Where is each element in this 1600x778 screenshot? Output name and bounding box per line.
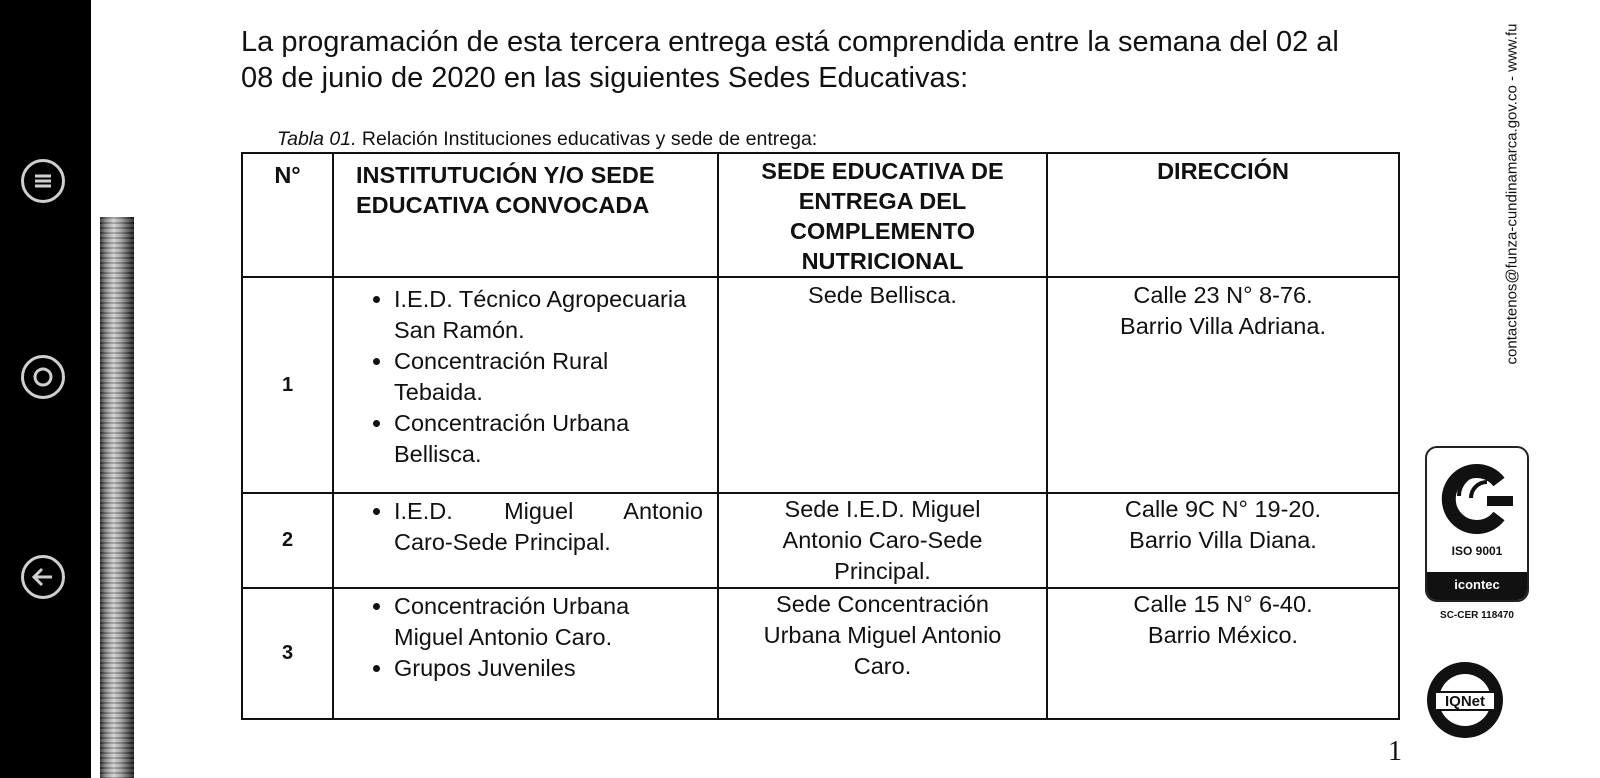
side-toolbar — [0, 0, 91, 778]
address-line-2: Barrio México. — [1147, 622, 1299, 648]
list-item: • I.E.D. Técnico Agropecuaria San Ramón. — [394, 284, 717, 346]
header-sede: SEDE EDUCATIVA DE ENTREGA DEL COMPLEMENTO NUTRICIONAL — [718, 153, 1047, 277]
address-line-1: Calle 9C N° 19-20. — [1124, 496, 1322, 522]
scan-edge-strip — [100, 217, 134, 778]
address-line-2: Barrio Villa Diana. — [1129, 527, 1317, 553]
institutions-table — [241, 152, 1400, 720]
list-item-word: I.E.D. — [394, 498, 453, 524]
header-num: N° — [242, 153, 333, 277]
icontec-bar: icontec — [1427, 572, 1527, 600]
intro-line-2: 08 de junio de 2020 en las siguientes Sedes Educativas: — [241, 62, 969, 94]
page-number: 1 — [1388, 736, 1402, 767]
list-item — [394, 496, 717, 558]
address-cell — [1047, 277, 1399, 493]
list-item-word: Miguel — [504, 498, 574, 524]
institution-list — [333, 588, 718, 719]
list-item-line-1 — [394, 496, 703, 527]
back-button[interactable] — [21, 555, 65, 599]
list-item-line-2: Caro-Sede Principal. — [394, 529, 611, 555]
table-row — [242, 277, 1399, 493]
institution-list — [333, 277, 718, 493]
table-header-row — [242, 153, 1399, 277]
header-institution: INSTITUTUCIÓN Y/O SEDE EDUCATIVA CONVOCADA — [333, 153, 718, 277]
iqnet-seal-icon — [1425, 660, 1505, 740]
address-line-2: Barrio Villa Adriana. — [1120, 313, 1326, 339]
sede-cell: Sede I.E.D. Miguel Antonio Caro-Sede Principal. — [718, 493, 1047, 588]
address-cell — [1047, 493, 1399, 588]
caption-text: Relación Instituciones educativas y sede de entrega: — [356, 128, 818, 150]
row-number: 1 — [242, 277, 333, 493]
side-contact-text — [1497, 0, 1527, 390]
header-address: DIRECCIÓN — [1047, 153, 1399, 277]
address-line-1: Calle 15 N° 6-40. — [1133, 591, 1313, 617]
icontec-logo-icon — [1427, 452, 1527, 544]
table-row — [242, 493, 1399, 588]
target-button[interactable] — [21, 355, 65, 399]
sede-cell: Sede Concentración Urbana Miguel Antonio Caro. — [718, 588, 1047, 719]
list-item-word: Antonio — [623, 498, 703, 524]
list-item: • Grupos Juveniles — [394, 653, 717, 684]
row-number: 2 — [242, 493, 333, 588]
list-item: • Concentración Rural Tebaida. — [394, 346, 717, 408]
iso-text: ISO 9001 — [1451, 544, 1503, 558]
intro-line-1: La programación de esta tercera entrega está comprendida entre la semana del 02 al — [241, 26, 1339, 58]
iso-certification-badge — [1425, 446, 1529, 602]
table-caption — [277, 128, 817, 151]
list-item: • Concentración Urbana Bellisca. — [394, 408, 717, 470]
list-item: • Concentración Urbana Miguel Antonio Caro. — [394, 591, 717, 653]
menu-icon — [24, 162, 62, 200]
institution-list — [333, 493, 718, 588]
table-row — [242, 588, 1399, 719]
target-icon — [24, 358, 62, 396]
address-cell — [1047, 588, 1399, 719]
back-arrow-icon — [24, 558, 62, 596]
intro-paragraph — [241, 24, 1391, 96]
iqnet-label: IQNet — [1444, 693, 1486, 710]
caption-label: Tabla 01. — [277, 128, 357, 150]
sede-cell: Sede Bellisca. — [718, 277, 1047, 493]
cert-code: SC-CER 118470 — [1440, 610, 1514, 621]
row-number: 3 — [242, 588, 333, 719]
menu-button[interactable] — [21, 159, 65, 203]
side-contact-label: contactenos@funza-cundinamarca.gov.co - www.fu — [1503, 23, 1521, 365]
address-line-1: Calle 23 N° 8-76. — [1133, 282, 1313, 308]
